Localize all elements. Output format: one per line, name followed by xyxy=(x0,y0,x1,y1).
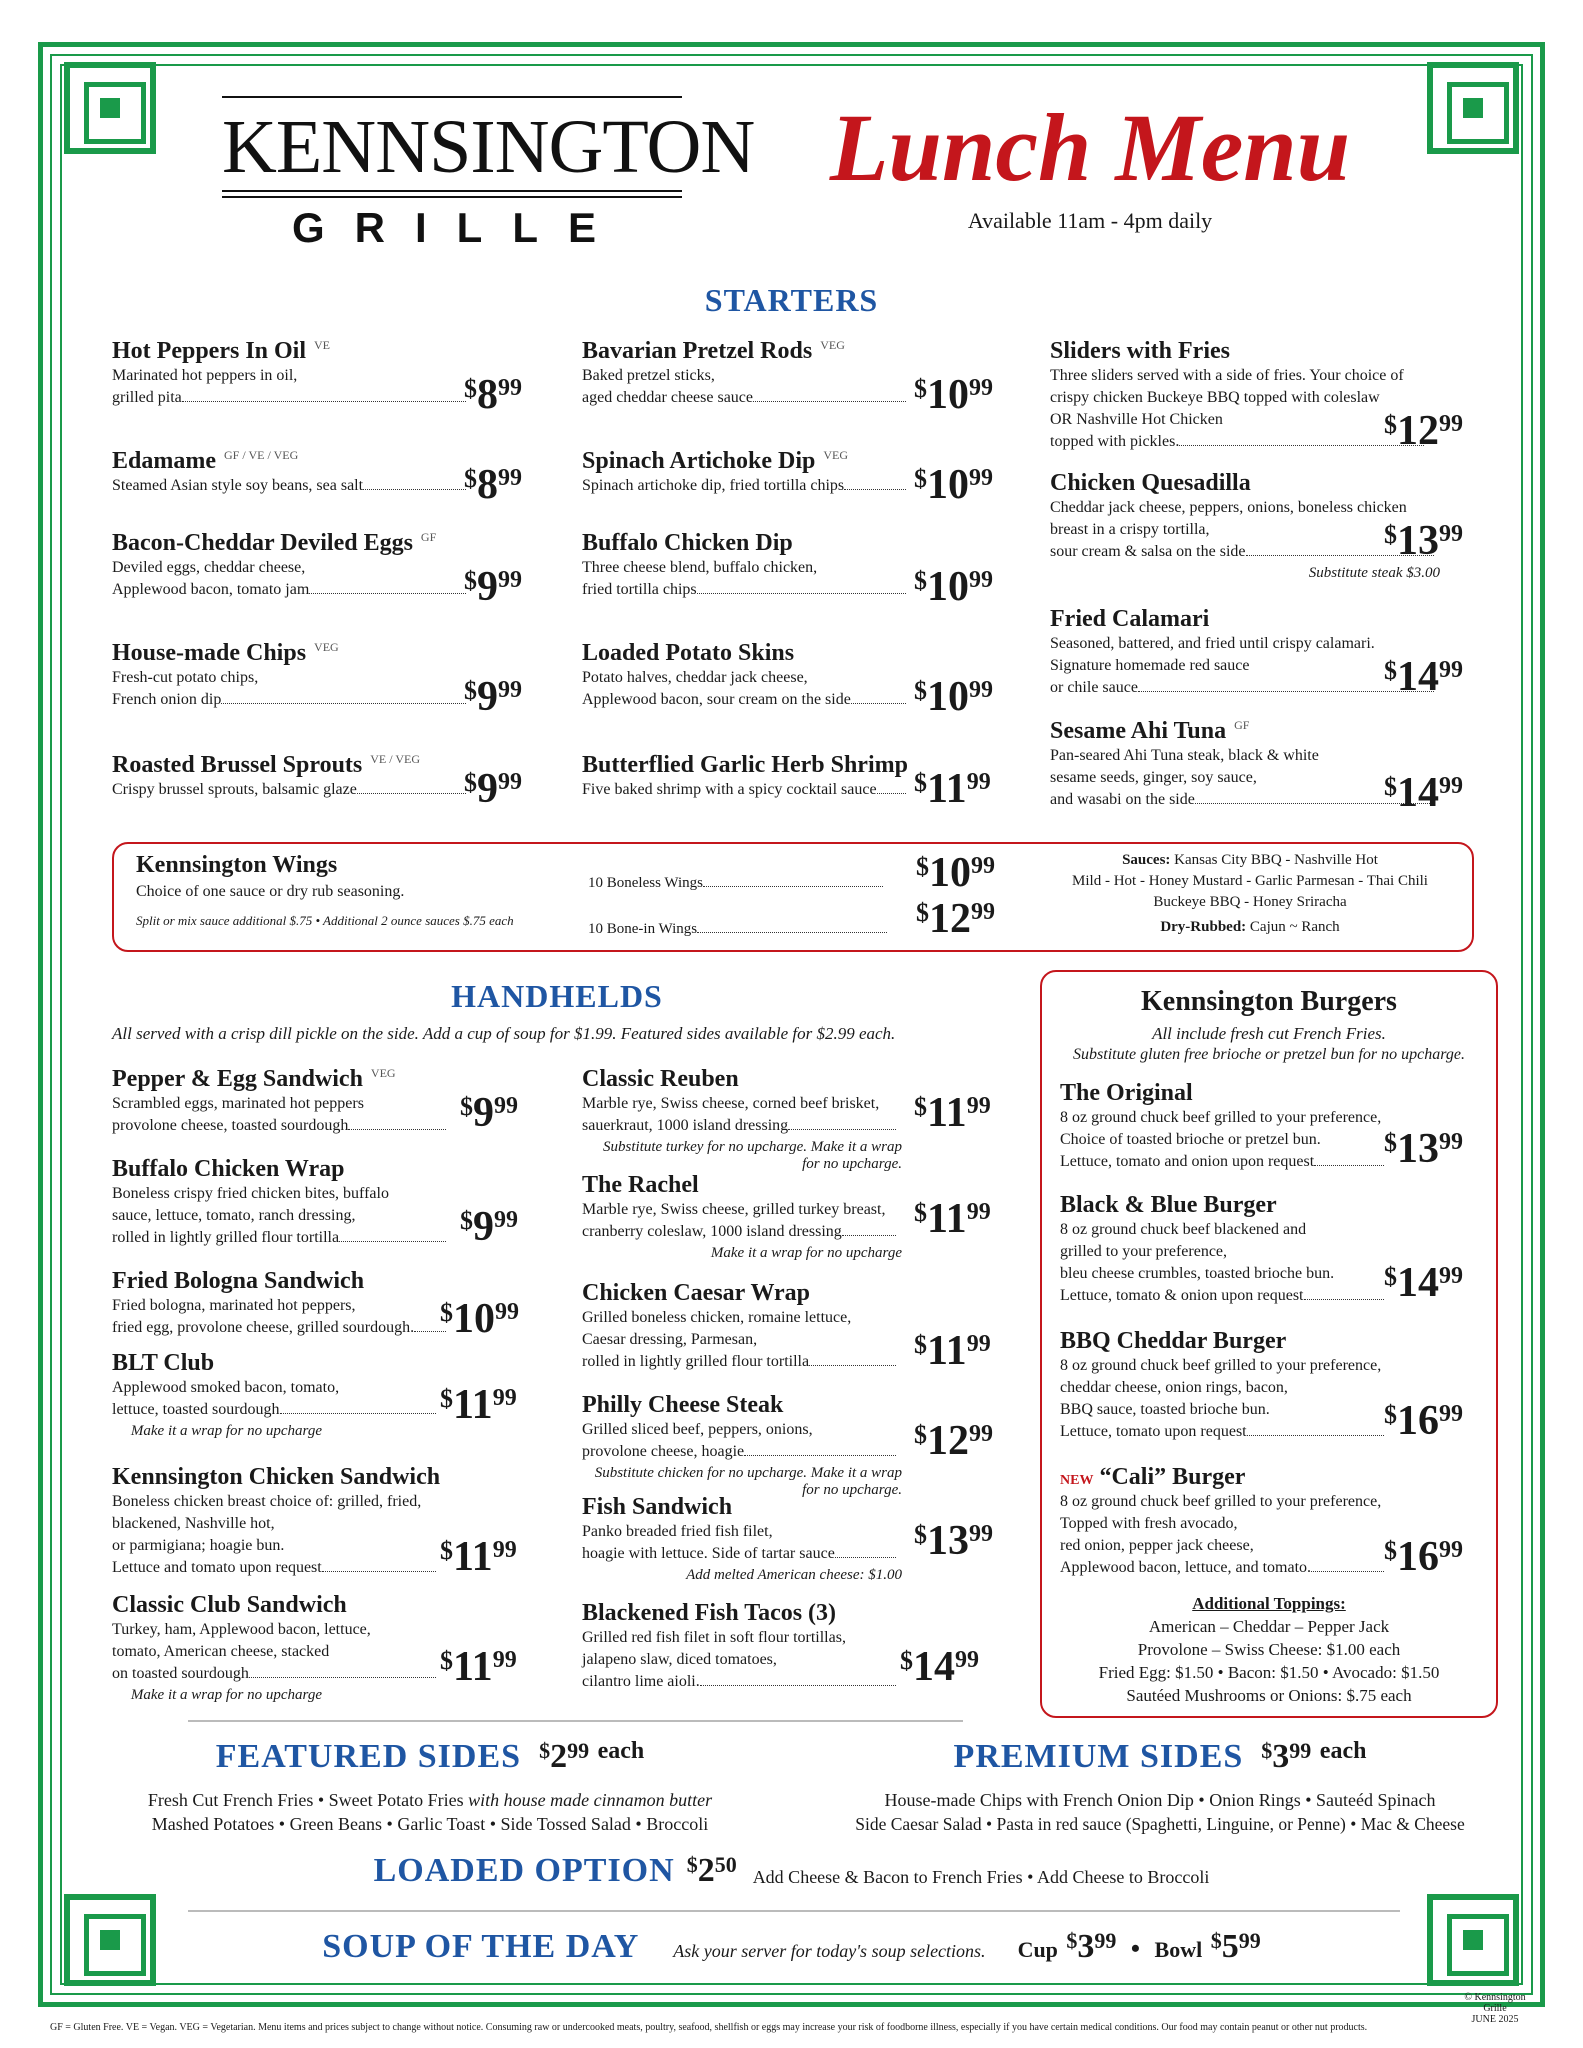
item-description: jalapeno slaw, diced tomatoes, xyxy=(582,1651,777,1668)
item-description: Pan-seared Ahi Tuna steak, black & white xyxy=(1050,747,1319,764)
item-description: Lettuce, tomato upon request xyxy=(1060,1421,1390,1443)
item-description: or chile sauce xyxy=(1050,677,1440,699)
menu-item xyxy=(1060,1464,1390,1579)
item-price: $^{\$}8^{99}$ xyxy=(464,372,522,418)
item-description: rolled in lightly grilled flour tortilla xyxy=(582,1351,902,1373)
item-description: Applewood bacon, sour cream on the side xyxy=(582,689,912,711)
item-price: $^{\$}9^{99}$ xyxy=(460,1090,518,1136)
divider xyxy=(188,1910,1400,1912)
item-price: $^{\$}13^{99}$ xyxy=(1384,518,1463,564)
diet-tag: VE xyxy=(314,338,331,352)
item-price: $^{\$}14^{99}$ xyxy=(900,1644,979,1690)
menu-item xyxy=(112,1066,452,1137)
menu-item xyxy=(582,530,912,601)
item-name: Spinach Artichoke Dip $^{VEG}$ xyxy=(582,448,849,474)
item-name: Fried Calamari xyxy=(1050,606,1210,632)
item-note: Add melted American cheese: $1.00 xyxy=(686,1567,902,1583)
wings-sauces: Sauces: Kansas City BBQ - Nashville Hot Mild - Hot - Honey Mustard - Garlic Parmesan - Thai Chili Buckeye BBQ - Honey Sriracha Dry-Rubbed: Cajun ~ Ranch xyxy=(1072,852,1428,935)
item-description: Steamed Asian style soy beans, sea salt xyxy=(112,475,472,497)
item-name: Sliders with Fries xyxy=(1050,338,1230,364)
item-description: provolone cheese, toasted sourdough xyxy=(112,1115,452,1137)
item-price: $^{\$}16^{99}$ xyxy=(1384,1534,1463,1580)
item-description: Spinach artichoke dip, fried tortilla chips xyxy=(582,475,912,497)
item-description: Deviled eggs, cheddar cheese, xyxy=(112,559,306,576)
menu-item xyxy=(1060,1192,1390,1307)
item-description: sauerkraut, 1000 island dressing xyxy=(582,1115,902,1137)
menu-item xyxy=(582,338,912,409)
menu-item xyxy=(582,1172,902,1262)
item-description: aged cheddar cheese sauce xyxy=(582,387,912,409)
item-name: Roasted Brussel Sprouts $^{VE / VEG}$ xyxy=(112,752,421,778)
item-description: Caesar dressing, Parmesan, xyxy=(582,1331,758,1348)
item-description: Lettuce, tomato and onion upon request xyxy=(1060,1151,1390,1173)
item-description: Grilled red fish filet in soft flour tortillas, xyxy=(582,1629,846,1646)
item-name: Philly Cheese Steak xyxy=(582,1392,784,1418)
item-price: $^{\$}9^{99}$ xyxy=(460,1204,518,1250)
logo-subtitle: GRILLE xyxy=(292,204,626,251)
item-price: $^{\$}11^{99}$ xyxy=(440,1534,517,1580)
item-description: Lettuce, tomato & onion upon request xyxy=(1060,1285,1390,1307)
item-name: Classic Club Sandwich xyxy=(112,1592,347,1618)
item-name: Chicken Quesadilla xyxy=(1050,470,1251,496)
handhelds-intro: All served with a crisp dill pickle on the side. Add a cup of soup for $1.99. Featured sides available for $2.99 each. xyxy=(112,1024,896,1043)
item-name: The Original xyxy=(1060,1080,1193,1106)
item-description: Choice of toasted brioche or pretzel bun. xyxy=(1060,1131,1321,1148)
item-note: Make it a wrap for no upcharge xyxy=(130,1687,322,1703)
item-description: Marinated hot peppers in oil, xyxy=(112,367,298,384)
item-description: Applewood bacon, tomato jam xyxy=(112,579,472,601)
item-description: Boneless chicken breast choice of: grilled, fried, xyxy=(112,1493,422,1510)
menu-title: Lunch Menu xyxy=(829,94,1351,201)
handhelds-heading: HANDHELDS xyxy=(451,978,663,1014)
wings-price-boneless: $^{\$}10^{99}$ xyxy=(916,850,995,896)
item-name: Edamame $^{GF / VE / VEG}$ xyxy=(112,448,299,474)
item-price: $^{\$}9^{99}$ xyxy=(464,766,522,812)
menu-item xyxy=(112,1592,442,1704)
item-name: Buffalo Chicken Dip xyxy=(582,530,793,556)
item-description: Three cheese blend, buffalo chicken, xyxy=(582,559,818,576)
item-note: Substitute chicken for no upcharge. Make it a wrap for no upcharge. xyxy=(594,1465,902,1498)
menu-item xyxy=(112,1464,442,1579)
new-badge: NEW xyxy=(1060,1473,1094,1488)
item-description: Potato halves, cheddar jack cheese, xyxy=(582,669,808,686)
menu-item xyxy=(582,752,912,801)
item-description: French onion dip xyxy=(112,689,472,711)
item-description: cranberry coleslaw, 1000 island dressing xyxy=(582,1221,902,1243)
item-description: OR Nashville Hot Chicken xyxy=(1050,411,1223,428)
item-name: Buffalo Chicken Wrap xyxy=(112,1156,345,1182)
item-description: Grilled boneless chicken, romaine lettuce, xyxy=(582,1309,852,1326)
item-name: BBQ Cheddar Burger xyxy=(1060,1328,1287,1354)
item-name: Hot Peppers In Oil $^{VE}$ xyxy=(112,338,331,364)
item-name: Fried Bologna Sandwich xyxy=(112,1268,365,1294)
wings-item xyxy=(136,852,514,929)
item-note: Make it a wrap for no upcharge xyxy=(130,1423,322,1439)
item-price: $^{\$}10^{99}$ xyxy=(914,564,993,610)
soup-of-the-day: SOUP OF THE DAY Ask your server for today's soup selections. Cup $^{\$}3^{99}$ • Bowl $^{\$}5^{99}$ xyxy=(322,1928,1261,1965)
menu-item xyxy=(582,640,912,711)
menu-item xyxy=(582,1392,902,1499)
item-description: provolone cheese, hoagie xyxy=(582,1441,902,1463)
menu-item xyxy=(112,1350,442,1440)
item-price: $^{\$}13^{99}$ xyxy=(914,1518,993,1564)
item-description: Choice of one sauce or dry rub seasoning. xyxy=(136,883,405,900)
item-price: $^{\$}9^{99}$ xyxy=(464,674,522,720)
diet-tag: VEG xyxy=(370,1066,396,1080)
menu-item xyxy=(582,448,912,497)
featured-sides-header: FEATURED SIDES $^{\$}2^{99}$ $^{each}$ xyxy=(215,1738,645,1775)
item-price: $^{\$}14^{99}$ xyxy=(1384,1260,1463,1306)
item-price: $^{\$}10^{99}$ xyxy=(914,674,993,720)
wings-option-boneless: 10 Boneless Wings xyxy=(588,872,918,894)
footer-disclaimer: GF = Gluten Free. VE = Vegan. VEG = Vegetarian. Menu items and prices subject to change without notice. Consuming raw or undercooked meats, poultry, seafood, shellfish or eggs may increase your risk of foodborne illness, especially if you have certain medical conditions. Our food may contain peanut or other nut products. xyxy=(50,2022,1368,2033)
item-description: Marble rye, Swiss cheese, grilled turkey breast, xyxy=(582,1201,886,1218)
item-price: $^{\$}8^{99}$ xyxy=(464,462,522,508)
item-description: tomato, American cheese, stacked xyxy=(112,1643,330,1660)
menu-item xyxy=(582,1600,902,1693)
menu-item xyxy=(1050,718,1440,811)
item-description: red onion, pepper jack cheese, xyxy=(1060,1537,1254,1554)
item-description: 8 oz ground chuck beef grilled to your preference, xyxy=(1060,1357,1382,1374)
item-price: $^{\$}12^{99}$ xyxy=(914,1418,993,1464)
wings-price-bonein: $^{\$}12^{99}$ xyxy=(916,896,995,942)
item-description: rolled in lightly grilled flour tortilla xyxy=(112,1227,452,1249)
menu-item xyxy=(1060,1080,1390,1173)
item-description: and wasabi on the side xyxy=(1050,789,1440,811)
menu-item xyxy=(1060,1328,1390,1443)
item-name: Butterflied Garlic Herb Shrimp xyxy=(582,752,908,778)
additional-toppings: Additional Toppings: American – Cheddar – Pepper Jack Provolone – Swiss Cheese: $1.00 each Fried Egg: $1.50 • Bacon: $1.50 • Avocado: $1.50 Sautéed Mushrooms or Onions: $.75 each xyxy=(1098,1594,1440,1705)
item-description: cilantro lime aioli. xyxy=(582,1671,902,1693)
item-note: Make it a wrap for no upcharge xyxy=(710,1245,902,1261)
item-description: Turkey, ham, Applewood bacon, lettuce, xyxy=(112,1621,371,1638)
item-price: $^{\$}11^{99}$ xyxy=(914,766,991,812)
item-description: 8 oz ground chuck beef grilled to your preference, xyxy=(1060,1493,1382,1510)
diet-tag: VEG xyxy=(314,640,339,654)
item-description: topped with pickles. xyxy=(1050,431,1430,453)
item-description: Applewood bacon, lettuce, and tomato. xyxy=(1060,1557,1390,1579)
item-note: Substitute steak $3.00 xyxy=(1308,565,1440,581)
item-description: Fried bologna, marinated hot peppers, xyxy=(112,1297,356,1314)
item-description: Grilled sliced beef, peppers, onions, xyxy=(582,1421,813,1438)
diet-tag: GF xyxy=(1234,718,1250,732)
divider xyxy=(188,1720,963,1722)
item-name: Bavarian Pretzel Rods $^{VEG}$ xyxy=(582,338,845,364)
menu-item xyxy=(112,338,472,409)
item-description: blackened, Nashville hot, xyxy=(112,1515,275,1532)
item-description: Marble rye, Swiss cheese, corned beef brisket, xyxy=(582,1095,880,1112)
item-description: Fresh-cut potato chips, xyxy=(112,669,259,686)
menu-item xyxy=(1050,470,1440,582)
item-description: breast in a crispy tortilla, xyxy=(1050,521,1210,538)
corner-ornament-icon xyxy=(64,62,156,154)
item-name: BLT Club xyxy=(112,1350,215,1376)
item-description: cheddar cheese, onion rings, bacon, xyxy=(1060,1379,1288,1396)
item-description: Baked pretzel sticks, xyxy=(582,367,715,384)
menu-item xyxy=(582,1066,902,1173)
diet-tag: VEG xyxy=(820,338,845,352)
item-description: on toasted sourdough xyxy=(112,1663,442,1685)
item-name: Fish Sandwich xyxy=(582,1494,733,1520)
item-description: Crispy brussel sprouts, balsamic glaze xyxy=(112,779,472,801)
burgers-heading: Kennsington Burgers xyxy=(1141,986,1397,1017)
item-price: $^{\$}14^{99}$ xyxy=(1384,654,1463,700)
featured-sides-line1: Fresh Cut French Fries • Sweet Potato Fries with house made cinnamon butter xyxy=(147,1790,713,1810)
item-description: Three sliders served with a side of fries. Your choice of xyxy=(1050,367,1404,384)
item-name: Loaded Potato Skins xyxy=(582,640,795,666)
item-description: Topped with fresh avocado, xyxy=(1060,1515,1238,1532)
item-description: crispy chicken Buckeye BBQ topped with coleslaw xyxy=(1050,389,1380,406)
item-price: $^{\$}11^{99}$ xyxy=(914,1090,991,1136)
item-description: Cheddar jack cheese, peppers, onions, boneless chicken xyxy=(1050,499,1407,516)
item-description: BBQ sauce, toasted brioche bun. xyxy=(1060,1401,1270,1418)
item-price: $^{\$}10^{99}$ xyxy=(440,1296,519,1342)
item-description: sour cream & salsa on the side xyxy=(1050,541,1440,563)
menu-item xyxy=(112,752,472,801)
corner-ornament-icon xyxy=(1427,62,1519,154)
item-description: Panko breaded fried fish filet, xyxy=(582,1523,773,1540)
item-description: or parmigiana; hoagie bun. xyxy=(112,1537,285,1554)
restaurant-logo xyxy=(222,86,755,256)
item-description: fried tortilla chips xyxy=(582,579,912,601)
item-description: 8 oz ground chuck beef grilled to your preference, xyxy=(1060,1109,1382,1126)
menu-item xyxy=(112,640,472,711)
diet-tag: GF xyxy=(420,530,437,544)
item-price: $^{\$}10^{99}$ xyxy=(914,462,993,508)
item-description: Scrambled eggs, marinated hot peppers xyxy=(112,1095,364,1112)
item-description: bleu cheese crumbles, toasted brioche bun. xyxy=(1060,1265,1335,1282)
diet-tag: VEG xyxy=(823,448,849,462)
item-description: grilled pita xyxy=(112,387,472,409)
premium-sides-header: PREMIUM SIDES $^{\$}3^{99}$ $^{each}$ xyxy=(953,1738,1367,1775)
item-name: Black & Blue Burger xyxy=(1060,1192,1277,1218)
item-price: $^{\$}9^{99}$ xyxy=(464,564,522,610)
menu-item xyxy=(112,1156,452,1249)
item-description: fried egg, provolone cheese, grilled sourdough. xyxy=(112,1317,452,1339)
item-note: Substitute turkey for no upcharge. Make it a wrap for no upcharge. xyxy=(603,1139,902,1172)
diet-tag: VE / VEG xyxy=(370,752,421,766)
item-description: Boneless crispy fried chicken bites, buffalo xyxy=(112,1185,389,1202)
item-name: Kennsington Chicken Sandwich xyxy=(112,1464,441,1490)
premium-sides-line2: Side Caesar Salad • Pasta in red sauce (Spaghetti, Linguine, or Penne) • Mac & Cheese xyxy=(855,1814,1465,1834)
menu-item xyxy=(112,1268,452,1339)
item-description: hoagie with lettuce. Side of tartar sauce xyxy=(582,1543,902,1565)
menu-item xyxy=(1050,606,1440,699)
item-price: $^{\$}10^{99}$ xyxy=(914,372,993,418)
item-description: 8 oz ground chuck beef blackened and xyxy=(1060,1221,1307,1238)
starters-heading: STARTERS xyxy=(704,282,879,318)
item-name: Chicken Caesar Wrap xyxy=(582,1280,811,1306)
item-name: The Rachel xyxy=(582,1172,699,1198)
item-description: sesame seeds, ginger, soy sauce, xyxy=(1050,769,1257,786)
menu-item xyxy=(582,1280,902,1373)
burgers-sub2: Substitute gluten free brioche or pretzel bun for no upcharge. xyxy=(1073,1046,1465,1063)
item-name: NEW “Cali” Burger xyxy=(1060,1464,1246,1490)
item-price: $^{\$}12^{99}$ xyxy=(1384,408,1463,454)
item-name: Bacon-Cheddar Deviled Eggs $^{GF}$ xyxy=(112,530,437,556)
item-name: Classic Reuben xyxy=(582,1066,739,1092)
item-name: Pepper & Egg Sandwich $^{VEG}$ xyxy=(112,1066,396,1092)
item-price: $^{\$}14^{99}$ xyxy=(1384,770,1463,816)
menu-item xyxy=(582,1494,902,1584)
item-price: $^{\$}16^{99}$ xyxy=(1384,1398,1463,1444)
item-description: grilled to your preference, xyxy=(1060,1243,1228,1260)
item-description: Seasoned, battered, and fried until crispy calamari. xyxy=(1050,635,1375,652)
item-name: Blackened Fish Tacos (3) xyxy=(582,1600,837,1626)
item-description: Signature homemade red sauce xyxy=(1050,657,1250,674)
item-description: Lettuce and tomato upon request xyxy=(112,1557,442,1579)
featured-sides-line2: Mashed Potatoes • Green Beans • Garlic Toast • Side Tossed Salad • Broccoli xyxy=(151,1814,709,1834)
item-description: Five baked shrimp with a spicy cocktail sauce xyxy=(582,779,912,801)
menu-item xyxy=(112,530,472,601)
logo-wordmark: KENNSINGTON xyxy=(222,105,755,189)
availability-note: Available 11am - 4pm daily xyxy=(967,208,1213,233)
burgers-sub1: All include fresh cut French Fries. xyxy=(1152,1024,1386,1043)
item-description: Applewood smoked bacon, tomato, xyxy=(112,1379,340,1396)
wings-note: Split or mix sauce additional $.75 • Additional 2 ounce sauces $.75 each xyxy=(136,913,514,928)
item-name: House-made Chips $^{VEG}$ xyxy=(112,640,339,666)
item-description: lettuce, toasted sourdough xyxy=(112,1399,442,1421)
item-price: $^{\$}11^{99}$ xyxy=(440,1644,517,1690)
menu-item xyxy=(112,448,472,497)
copyright: © Kennsington Grille JUNE 2025 xyxy=(1464,1992,1526,2025)
diet-tag: GF / VE / VEG xyxy=(224,448,299,462)
item-name: Sesame Ahi Tuna $^{GF}$ xyxy=(1050,718,1250,744)
item-price: $^{\$}11^{99}$ xyxy=(914,1328,991,1374)
premium-sides-line1: House-made Chips with French Onion Dip • Onion Rings • Sauteéd Spinach xyxy=(884,1790,1436,1810)
item-price: $^{\$}11^{99}$ xyxy=(914,1196,991,1242)
wings-option-bonein: 10 Bone-in Wings xyxy=(588,918,918,940)
item-price: $^{\$}11^{99}$ xyxy=(440,1382,517,1428)
loaded-option: LOADED OPTION $^{\$}2^{50}$ Add Cheese & Bacon to French Fries • Add Cheese to Broccoli xyxy=(373,1852,1210,1889)
item-description: sauce, lettuce, tomato, ranch dressing, xyxy=(112,1207,356,1224)
item-name: Kennsington Wings xyxy=(136,852,338,878)
menu-item xyxy=(1050,338,1430,453)
item-price: $^{\$}13^{99}$ xyxy=(1384,1126,1463,1172)
